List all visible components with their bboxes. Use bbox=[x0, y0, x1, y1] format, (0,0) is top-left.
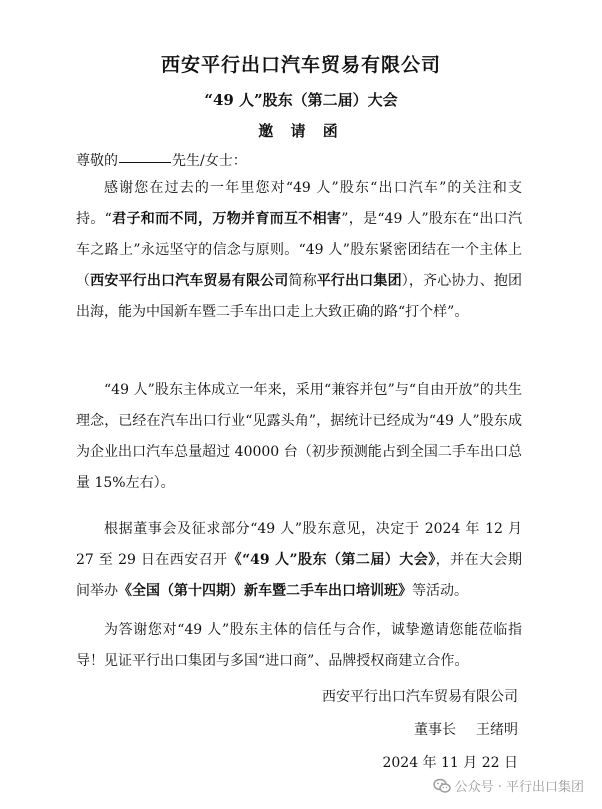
signature-person bbox=[414, 719, 518, 739]
paragraph-meeting-details bbox=[76, 514, 522, 607]
paragraph-invitation bbox=[76, 615, 522, 677]
meeting-title: “49 人”股东（第二届）大会 bbox=[204, 91, 398, 109]
p1-group-name: 平行出口集团 bbox=[316, 273, 402, 289]
watermark-text: 公众号 · 平行出口集团 bbox=[454, 780, 584, 795]
salutation-prefix: 尊敬的 bbox=[76, 153, 118, 169]
salutation-suffix: 先生/女士： bbox=[172, 153, 247, 169]
p3-meeting-name: 《“49 人”股东（第二届）大会》 bbox=[227, 552, 436, 568]
company-title: 西安平行出口汽车贸易有限公司 bbox=[160, 54, 441, 76]
signature-position: 董事长 bbox=[414, 722, 456, 738]
p3-text-1: 根据董事会及征求部分“49 人”股东意见，决定于 2024 年 12 月 27 至 29 日在西安召开 bbox=[76, 521, 522, 568]
name-blank-line bbox=[119, 162, 171, 163]
signature-organization: 西安平行出口汽车贸易有限公司 bbox=[322, 689, 518, 705]
p4-text: 为答谢您对“49 人”股东主体的信任与合作，诚挚邀请您能莅临指导！见证平行出口集团与多国“进口商”、品牌授权商建立合作。 bbox=[76, 622, 522, 669]
signature-name: 王绪明 bbox=[476, 722, 518, 738]
signature-date: 2024 年 11 月 22 日 bbox=[382, 755, 518, 771]
document-type-heading: 邀 请 函 bbox=[258, 122, 344, 140]
p1-company-name: 西安平行出口汽车贸易有限公司 bbox=[90, 273, 289, 289]
p1-text-2: ”，是“49 人”股东在“出口汽车之路上”永远坚守的信念与原则。“49 人”股东紧密团结在一个主体上（ bbox=[76, 211, 522, 289]
p1-motto: 君子和而不同，万物并育而互不相害 bbox=[111, 211, 342, 227]
wechat-icon bbox=[433, 778, 451, 794]
salutation bbox=[76, 150, 247, 170]
p3-text-2: ，并在大会期间举办 bbox=[76, 552, 523, 599]
p1-text-1: 感谢您在过去的一年里您对“49 人”股东“出口汽车”的关注和支持。“ bbox=[76, 180, 522, 227]
p1-text-3: 简称 bbox=[288, 273, 317, 289]
p3-text-3: 等活动。 bbox=[412, 583, 468, 599]
p2-text: “49 人”股东主体成立一年来，采用“兼容并包”与“自由开放”的共生理念，已经在汽车出口行业“见露头角”，据统计已经成为“49 人”股东成为企业出口汽车总量超过 40000 台（初步预测能占到全国二手车出口总量 15%左右）。 bbox=[76, 382, 522, 491]
p3-training-name: 《全国（第十四期）新车暨二手车出口培训班》 bbox=[118, 583, 412, 599]
watermark bbox=[433, 776, 584, 795]
paragraph-thanks bbox=[76, 173, 522, 328]
p1-text-4: ），齐心协力、抱团出海，能为中国新车暨二手车出口走上大致正确的路“打个样”。 bbox=[76, 273, 523, 320]
paragraph-achievements bbox=[76, 375, 522, 499]
